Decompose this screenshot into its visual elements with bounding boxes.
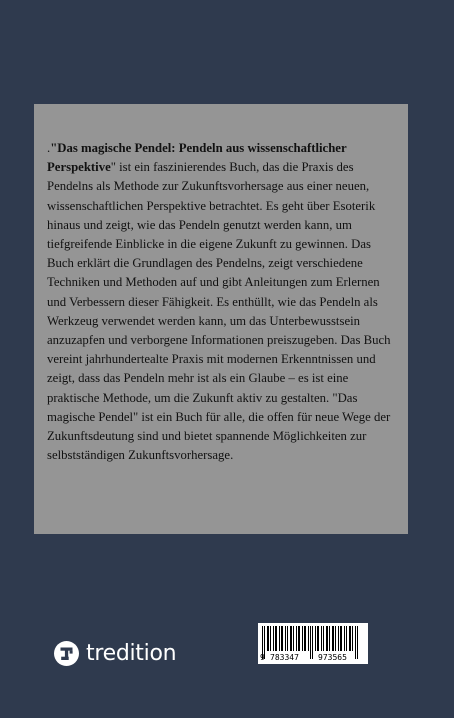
barcode-group-1: 783347 [270,653,299,662]
isbn-barcode [258,623,368,664]
blurb-body: " ist ein faszinierendes Buch, das die Praxis des Pendelns als Methode zur Zukunftsvorhersage aus einer neuen, wissenschaftlichen Perspektive betrachtet. Es geht über Esoterik hinaus und zeigt, wie das Pendeln genutzt werden kann, um tiefgreifende Einblicke in die eigene Zukunft zu gewinnen. Das Buch erklärt die Grundlagen des Pendelns, zeigt verschiedene Techniken und Methoden auf und gibt Anleitungen zum Erlernen und Verbessern dieser Fähigkeit. Es enthüllt, wie das Pendeln als Werkzeug verwendet werden kann, um das Unterbewusstsein anzuzapfen und verborgene Informationen preiszugeben. Das Buch vereint jahrhundertealte Praxis mit modernen Erkenntnissen und zeigt, dass das Pendeln mehr ist als ein Glaube – es ist eine praktische Methode, um die Zukunft aktiv zu gestalten. "Das magische Pendel" ist ein Buch für alle, die offen für neue Wege der Zukunftsdeutung sind und bietet spannende Möglichkeiten zur selbstständigen Zukunftsvorhersage. [47,160,391,463]
blurb-panel [34,104,408,534]
barcode-prefix: 9 [260,653,265,662]
blurb-text [47,139,396,465]
barcode-group-2: 973565 [318,653,347,662]
t-circle-icon [54,641,79,666]
publisher-name: tredition [86,640,177,666]
blurb-title: "Das magische Pendel: Pendeln aus wissenschaftlicher Perspektive [47,141,347,175]
barcode-digits [258,652,368,663]
publisher-logo [54,640,176,666]
blurb-lead: . [47,141,51,155]
